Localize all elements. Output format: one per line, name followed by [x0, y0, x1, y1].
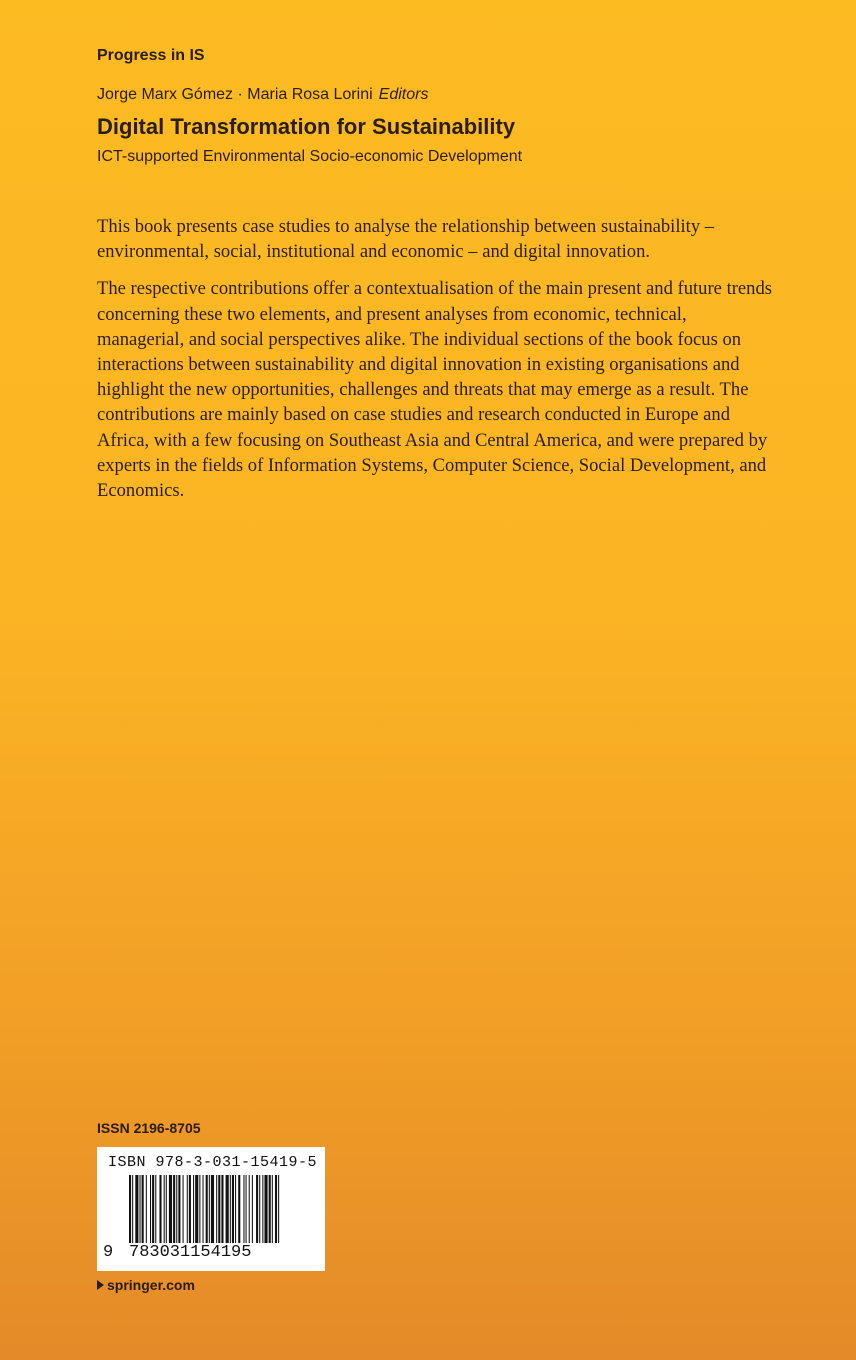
barcode-bar	[195, 1175, 198, 1243]
book-subtitle: ICT-supported Environmental Socio-economic Development	[97, 148, 523, 165]
barcode-bar	[226, 1175, 229, 1243]
barcode-bar	[230, 1175, 231, 1243]
barcode-bar	[150, 1175, 151, 1243]
barcode-bar	[203, 1175, 204, 1243]
barcode-bar	[152, 1175, 154, 1243]
barcode-bar	[238, 1175, 240, 1243]
barcode-bar	[272, 1175, 273, 1243]
barcode-bar	[173, 1175, 175, 1243]
barcode-bar	[178, 1175, 180, 1243]
barcode-bar	[169, 1175, 172, 1243]
isbn-label: ISBN 978-3-031-15419-5	[108, 1154, 318, 1171]
editors-line	[97, 86, 428, 104]
barcode-bar	[269, 1175, 271, 1243]
barcode-bar	[252, 1175, 253, 1243]
barcode-bar	[275, 1175, 277, 1243]
publisher-website[interactable]	[97, 1277, 195, 1293]
blurb-paragraph: The respective contributions offer a contextualisation of the main present and future trends concerning these two elements, and present analyses from economic, technical, managerial, and social perspectives alike. The individual sections of the book focus on interactions between sustainability and digital innovation in existing organisations and highlight the new opportunities, challenges and threats that may emerge as a result. The contributions are mainly based on case studies and research conducted in Europe and Africa, with a few focusing on Southeast Asia and Central America, and were prepared by experts in the fields of Information Systems, Computer Science, Social Development, and Economics.	[97, 278, 773, 502]
barcode-bar	[176, 1175, 177, 1243]
barcode-bar	[206, 1175, 208, 1243]
editor-names: Jorge Marx Gómez · Maria Rosa Lorini	[97, 86, 373, 103]
barcode-bar	[209, 1175, 210, 1243]
barcode-bar	[264, 1175, 267, 1243]
barcode-bar	[189, 1175, 191, 1243]
barcode-bar	[193, 1175, 194, 1243]
arrow-right-icon	[97, 1280, 104, 1290]
book-title: Digital Transformation for Sustainability	[97, 114, 516, 139]
barcode-bar	[135, 1175, 138, 1243]
barcode-bar	[249, 1175, 250, 1243]
barcode	[97, 1147, 325, 1271]
issn: ISSN 2196-8705	[97, 1120, 201, 1136]
editors-role: Editors	[378, 86, 429, 103]
barcode-bar	[142, 1175, 144, 1243]
barcode-bar	[246, 1175, 247, 1243]
barcode-bar	[164, 1175, 165, 1243]
blurb	[97, 214, 777, 515]
barcode-bar	[243, 1175, 244, 1243]
barcode-bar	[259, 1175, 260, 1243]
barcode-bar	[235, 1175, 236, 1243]
barcode-bar	[262, 1175, 263, 1243]
ean-rest-digits: 783031154195	[129, 1243, 252, 1262]
barcode-bar	[159, 1175, 161, 1243]
barcode-bar	[183, 1175, 184, 1243]
barcode-bar	[166, 1175, 167, 1243]
barcode-bar	[278, 1175, 279, 1243]
blurb-paragraph: This book presents case studies to analyse the relationship between sustainability – environmental, social, institutional and economic – and digital innovation.	[97, 216, 715, 263]
barcode-bar	[155, 1175, 156, 1243]
barcode-bar	[221, 1175, 223, 1243]
barcode-bar	[199, 1175, 200, 1243]
barcode-bar	[187, 1175, 188, 1243]
barcode-bar	[218, 1175, 220, 1243]
barcode-bar	[140, 1175, 141, 1243]
barcode-bars	[129, 1175, 314, 1243]
ean-digits	[103, 1243, 251, 1262]
barcode-bar	[211, 1175, 214, 1243]
barcode-bar	[146, 1175, 147, 1243]
barcode-bar	[129, 1175, 131, 1243]
series-name: Progress in IS	[97, 47, 205, 64]
barcode-bar	[216, 1175, 217, 1243]
barcode-bar	[232, 1175, 234, 1243]
barcode-bar	[256, 1175, 258, 1243]
website-label: springer.com	[107, 1277, 195, 1293]
barcode-bar	[132, 1175, 133, 1243]
ean-first-digit: 9	[103, 1243, 114, 1262]
